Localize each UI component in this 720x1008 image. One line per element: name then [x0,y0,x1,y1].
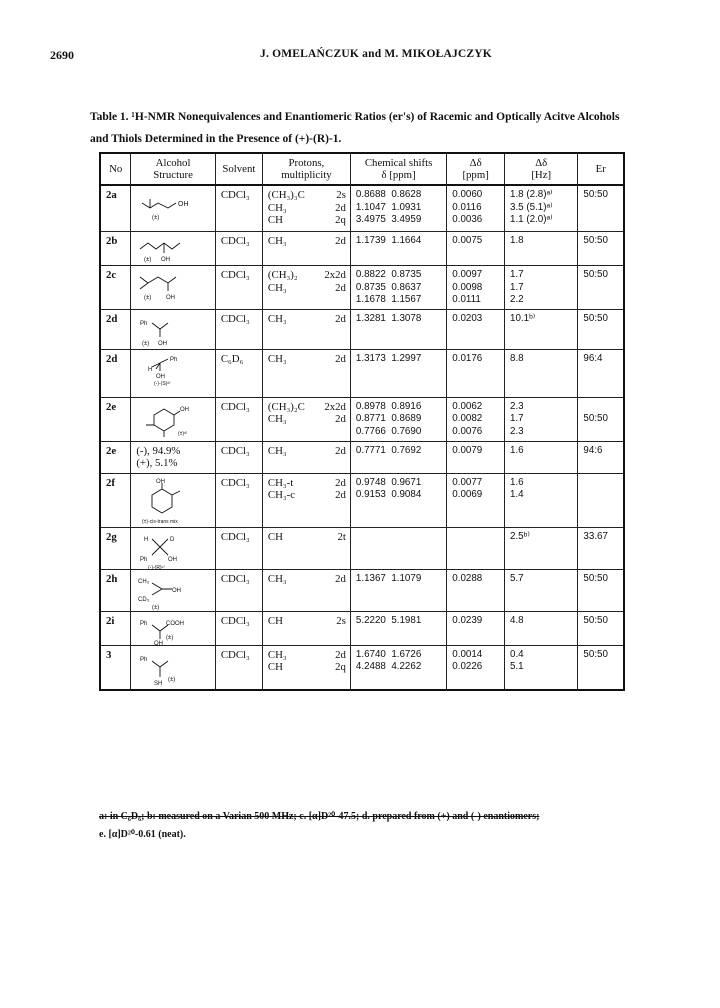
delta-hz-cell [505,185,578,232]
delta-ppm-value: 0.0239 [452,614,483,626]
delta-ppm-cell [447,232,505,266]
header-delta-ppm: Δδ [ppm] [447,153,505,185]
delta-hz-cell [505,645,578,690]
structure-drawing [136,615,202,647]
er-cell: 50:50 [578,569,624,611]
protons-cell [262,232,350,266]
protons-cell [262,569,350,611]
structure-atom-label: COOH [166,620,185,627]
solvent-cell: CDCl₃ [215,232,262,266]
structure-drawing [136,573,202,609]
structure-atom-label: OH [156,478,166,485]
delta-ppm-cell [447,185,505,232]
delta-ppm-value: 0.0098 [452,281,483,293]
proton-group: CH₃ [267,235,287,247]
delta-ppm-value: 0.0176 [452,352,483,364]
delta-ppm-cell [447,645,505,690]
structure-atom-label: Ph [170,356,178,363]
compound-number: 2a [100,185,131,232]
nmr-table [99,152,625,691]
alcohol-structure [131,266,216,310]
shift-value: 1.1739 1.1664 [355,235,422,246]
shift-value: 1.6740 1.6726 [355,648,422,660]
structure-atom-label: D [170,536,175,543]
caption-line-1: Table 1. ¹H-NMR Nonequivalences and Enantiomeric Ratios (er's) of Racemic and Optically Acitve Alcohols [90,111,620,123]
delta-ppm-cell [447,397,505,441]
solvent-cell: C₆D₆ [215,349,262,397]
structure-atom-label: OH [166,295,176,301]
table-footnotes [99,808,639,844]
delta-hz-cell [505,441,578,473]
delta-ppm-value: 0.0036 [452,214,483,225]
delta-hz-cell [505,309,578,349]
protons-cell [262,266,350,310]
alcohol-structure [131,232,216,266]
shift-value: 5.2220 5.1981 [355,614,422,626]
proton-line [268,649,346,662]
compound-number: 2b [100,232,131,266]
alcohol-structure [131,645,216,690]
er-cell: 94:6 [578,441,624,473]
solvent-cell: CDCl₃ [215,527,262,569]
solvent-cell: CDCl₃ [215,266,262,310]
proton-line [268,401,346,414]
compound-number: 2f [100,473,131,527]
delta-ppm-value: 0.0079 [452,444,483,456]
structure-atom-label: (±) [166,634,174,641]
table-row [100,309,624,349]
proton-line [268,353,346,366]
delta-hz-value: 1.8 (2.8)ᵃ⁾ [510,189,553,200]
table-header-row [100,153,624,185]
protons-cell [262,527,350,569]
shift-value: 0.8688 0.8628 [355,189,422,200]
table-row [100,569,624,611]
compound-number: 2e [100,397,131,441]
solvent-cell: CDCl₃ [215,473,262,527]
delta-ppm-cell [447,349,505,397]
multiplicity: 2d [335,413,346,425]
proton-group: CH [267,214,283,226]
delta-hz-value: 1.1 (2.0)ᵃ⁾ [510,214,553,225]
chemical-shifts-cell [350,569,446,611]
delta-hz-cell [505,611,578,645]
delta-ppm-cell [447,266,505,310]
er-cell [578,473,624,527]
compound-number: 2g [100,527,131,569]
structure-atom-label: (±) [168,676,176,683]
proton-line [268,269,346,282]
delta-ppm-value: 0.0060 [452,189,483,200]
shift-value: 1.3173 1.2997 [355,352,422,364]
delta-hz-value: 4.8 [510,614,524,626]
compound-number: 2d [100,349,131,397]
protons-cell [262,185,350,232]
solvent-cell: CDCl₃ [215,309,262,349]
proton-group: CH₃ [267,312,287,325]
multiplicity: 2q [335,661,346,673]
proton-group: CH₃-t [267,476,294,489]
structure-atom-label: (±) [142,340,150,347]
delta-hz-value: 1.7 [510,413,524,424]
structure-drawing [136,269,202,303]
delta-hz-cell [505,349,578,397]
structure-atom-label: OH [161,257,171,263]
header-er: Er [578,153,624,185]
compound-number: 2h [100,569,131,611]
chemical-shifts-cell [350,397,446,441]
proton-group: CH₃ [267,201,287,214]
compound-number: 3 [100,645,131,690]
shift-value: 4.2488 4.2262 [355,661,422,672]
proton-group: CH [267,661,283,673]
delta-hz-cell [505,527,578,569]
header-protons: Protons, multiplicity [262,153,350,185]
proton-group: (CH₃)₃C [267,189,305,201]
proton-group: CH [267,614,283,627]
shift-value: 0.9153 0.9084 [355,489,422,500]
delta-ppm-cell [447,611,505,645]
proton-line [268,235,346,248]
delta-ppm-value: 0.0076 [452,425,483,437]
er-cell: 33.67 [578,527,624,569]
chemical-shifts-cell [350,232,446,266]
proton-group: (CH₃)₂ [267,269,298,281]
shift-value: 3.4975 3.4959 [355,214,422,225]
delta-hz-value: 5.1 [510,661,524,672]
table-caption [90,106,650,150]
structure-drawing [136,313,202,347]
proton-line [268,282,346,295]
proton-line [268,313,346,326]
proton-line [268,214,346,227]
chemical-shifts-cell [350,473,446,527]
delta-ppm-cell [447,527,505,569]
chemical-shifts-cell [350,645,446,690]
er-cell: 50:50 [578,645,624,690]
delta-ppm-cell [447,473,505,527]
delta-hz-value: 2.3 [510,400,524,412]
alcohol-structure [131,569,216,611]
delta-hz-value: 8.8 [510,352,524,364]
footnote-line-2: e. [α]D²⁰-0.61 (neat). [99,829,186,840]
multiplicity: 2d [335,648,346,661]
alcohol-structure [131,611,216,645]
proton-line [268,189,346,202]
shift-value: 0.9748 0.9671 [355,476,422,488]
alcohol-structure [131,473,216,527]
delta-ppm-value: 0.0203 [452,312,483,324]
protons-cell [262,645,350,690]
table-row [100,611,624,645]
proton-line [268,477,346,490]
proton-group: CH₃-c [267,489,296,501]
solvent-cell: CDCl₃ [215,645,262,690]
delta-hz-value: 2.3 [510,425,524,437]
header-solvent: Solvent [215,153,262,185]
structure-atom-label: Ph [140,320,148,327]
solvent-cell: CDCl₃ [215,397,262,441]
structure-text: (+), 5.1% [136,457,178,469]
multiplicity: 2d [335,281,346,294]
delta-ppm-value: 0.0226 [452,661,483,672]
alcohol-structure [131,527,216,569]
delta-hz-value: 2.5ᵇ⁾ [510,530,530,542]
delta-ppm-cell [447,309,505,349]
proton-line [268,661,346,674]
alcohol-structure [131,185,216,232]
shift-value: 0.8822 0.8735 [355,269,422,280]
delta-hz-cell [505,397,578,441]
er-cell: 50:50 [578,266,624,310]
multiplicity: 2x2d [324,269,346,281]
header-no: No [100,153,131,185]
structure-drawing [136,649,202,687]
header-structure: Alcohol Structure [131,153,216,185]
structure-atom-label: H [148,366,153,373]
chemical-shifts-cell [350,185,446,232]
er-cell: 50:50 [578,611,624,645]
delta-hz-value: 1.4 [510,489,524,500]
chemical-shifts-cell [350,611,446,645]
structure-atom-label: CH₃ [138,578,150,585]
delta-hz-value: 10.1ᵇ⁾ [510,312,536,324]
multiplicity: 2d [335,489,346,501]
delta-ppm-value: 0.0116 [452,201,482,213]
structure-atom-label: Ph [140,556,148,563]
shift-value: 1.1367 1.1079 [355,572,422,584]
proton-line [268,573,346,586]
header-shifts: Chemical shifts δ [ppm] [350,153,446,185]
table-row [100,397,624,441]
multiplicity: 2d [335,352,346,365]
delta-hz-value: 1.7 [510,281,524,293]
structure-atom-label: OH [172,587,182,594]
alcohol-structure [131,397,216,441]
table-row [100,266,624,310]
delta-ppm-value: 0.0097 [452,269,483,280]
proton-line [268,531,346,544]
protons-cell [262,349,350,397]
shift-value: 1.1678 1.1567 [355,294,422,305]
table-row [100,349,624,397]
delta-ppm-cell [447,569,505,611]
delta-hz-cell [505,232,578,266]
solvent-cell: CDCl₃ [215,441,262,473]
delta-hz-value: 1.8 [510,235,524,246]
multiplicity: 2s [336,614,346,627]
delta-ppm-value: 0.0082 [452,413,483,424]
page-number: 2690 [50,48,74,62]
structure-atom-label: OH [180,406,190,413]
protons-cell [262,397,350,441]
structure-atom-label: OH [154,640,164,647]
proton-group: CH₃ [267,281,287,294]
table-row [100,441,624,473]
structure-atom-label: Ph [140,656,148,663]
proton-group: CH [267,530,283,543]
chemical-shifts-cell [350,309,446,349]
alcohol-structure [131,349,216,397]
structure-atom-label: Ph [140,620,148,627]
structure-atom-label: (±)-cis-trans mix [142,518,179,525]
structure-atom-label: (±) [144,295,152,301]
structure-atom-label: CD₃ [138,596,150,603]
proton-group: CH₃ [267,648,287,661]
structure-drawing [136,531,202,571]
table-row [100,185,624,232]
solvent-cell: CDCl₃ [215,611,262,645]
structure-atom-label: OH [158,340,168,347]
multiplicity: 2d [335,201,346,214]
delta-hz-value: 5.7 [510,572,524,584]
proton-line [268,489,346,502]
structure-drawing [136,189,202,229]
structure-drawing [136,353,202,395]
multiplicity: 2d [335,572,346,585]
shift-value: 0.8978 0.8916 [355,400,422,412]
structure-drawing [136,477,202,525]
chemical-shifts-cell [350,527,446,569]
structure-atom-label: (±)ᵈ⁾ [178,430,188,437]
delta-hz-value: 1.7 [510,269,524,280]
delta-hz-value: 1.6 [510,444,524,456]
delta-ppm-value: 0.0014 [452,648,483,660]
table-row [100,645,624,690]
compound-number: 2c [100,266,131,310]
delta-ppm-value: 0.0075 [452,235,483,246]
caption-line-2: and Thiols Determined in the Presence of (+)-(R)-1. [90,133,342,145]
footnote-line-1: a: in C₆D₆; b: measured on a Varian 500 MHz; c. [α]D²⁰-47.5; d. prepared from (+) and (-) enantiomers; [99,811,540,822]
multiplicity: 2q [335,214,346,226]
delta-hz-value: 3.5 (5.1)ᵃ⁾ [510,201,553,213]
multiplicity: 2x2d [324,400,346,413]
protons-cell [262,441,350,473]
multiplicity: 2d [335,312,346,325]
chemical-shifts-cell [350,441,446,473]
compound-number: 2e [100,441,131,473]
delta-hz-value: 1.6 [510,476,524,488]
proton-line [268,445,346,458]
multiplicity: 2s [336,189,346,201]
header-delta-hz: Δδ [Hz] [505,153,578,185]
er-cell: 96:4 [578,349,624,397]
protons-cell [262,309,350,349]
proton-group: CH₃ [267,444,287,457]
multiplicity: 2t [337,530,346,543]
shift-value: 0.7771 0.7692 [355,444,422,456]
multiplicity: 2d [335,444,346,457]
shift-value: 1.1047 1.0931 [355,201,422,213]
structure-drawing [136,235,202,263]
shift-value: 0.7766 0.7690 [355,425,422,437]
table-row [100,473,624,527]
proton-group: CH₃ [267,413,287,425]
structure-drawing [136,401,202,439]
chemical-shifts-cell [350,349,446,397]
structure-atom-label: (±) [152,215,160,221]
delta-ppm-value: 0.0062 [452,400,483,412]
structure-atom-label: OH [156,373,166,380]
er-cell: 50:50 [578,309,624,349]
shift-value: 0.8735 0.8637 [355,281,422,293]
structure-atom-label: (±) [152,604,160,611]
delta-ppm-value: 0.0288 [452,572,483,584]
alcohol-structure [131,441,216,473]
proton-group: (CH₃)₂C [267,400,305,413]
protons-cell [262,473,350,527]
delta-ppm-value: 0.0077 [452,476,483,488]
structure-atom-label: OH [168,556,178,563]
er-cell: 50:50 [578,232,624,266]
structure-atom-label: H [144,536,149,543]
delta-hz-cell [505,569,578,611]
proton-line [268,202,346,215]
proton-line [268,615,346,628]
proton-group: CH₃ [267,352,287,365]
structure-text: (-), 94.9% [136,444,181,457]
delta-hz-cell [505,266,578,310]
delta-hz-value: 2.2 [510,294,524,305]
delta-hz-value: 0.4 [510,648,524,660]
structure-atom-label: (-)-(R)ᶜ⁾ [148,564,165,571]
structure-atom-label: SH [154,680,163,687]
solvent-cell: CDCl₃ [215,185,262,232]
delta-ppm-cell [447,441,505,473]
structure-atom-label: (±) [144,257,152,263]
multiplicity: 2d [335,235,346,247]
delta-ppm-value: 0.0111 [452,294,481,305]
proton-line [268,413,346,426]
structure-atom-label: OH [178,201,189,208]
alcohol-structure [131,309,216,349]
structure-atom-label: (-)-(S)ᵈ⁾ [154,380,171,387]
delta-ppm-value: 0.0069 [452,489,483,500]
multiplicity: 2d [335,476,346,489]
chemical-shifts-cell [350,266,446,310]
running-head: J. OMELAŃCZUK and M. MIKOŁAJCZYK [260,48,492,60]
table-row [100,527,624,569]
delta-hz-cell [505,473,578,527]
compound-number: 2d [100,309,131,349]
protons-cell [262,611,350,645]
proton-group: CH₃ [267,572,287,585]
er-cell: 50:50 [578,185,624,232]
er-cell: 50:50 [578,397,624,441]
table-row [100,232,624,266]
compound-number: 2i [100,611,131,645]
shift-value: 1.3281 1.3078 [355,312,422,324]
shift-value: 0.8771 0.8689 [355,413,422,424]
solvent-cell: CDCl₃ [215,569,262,611]
